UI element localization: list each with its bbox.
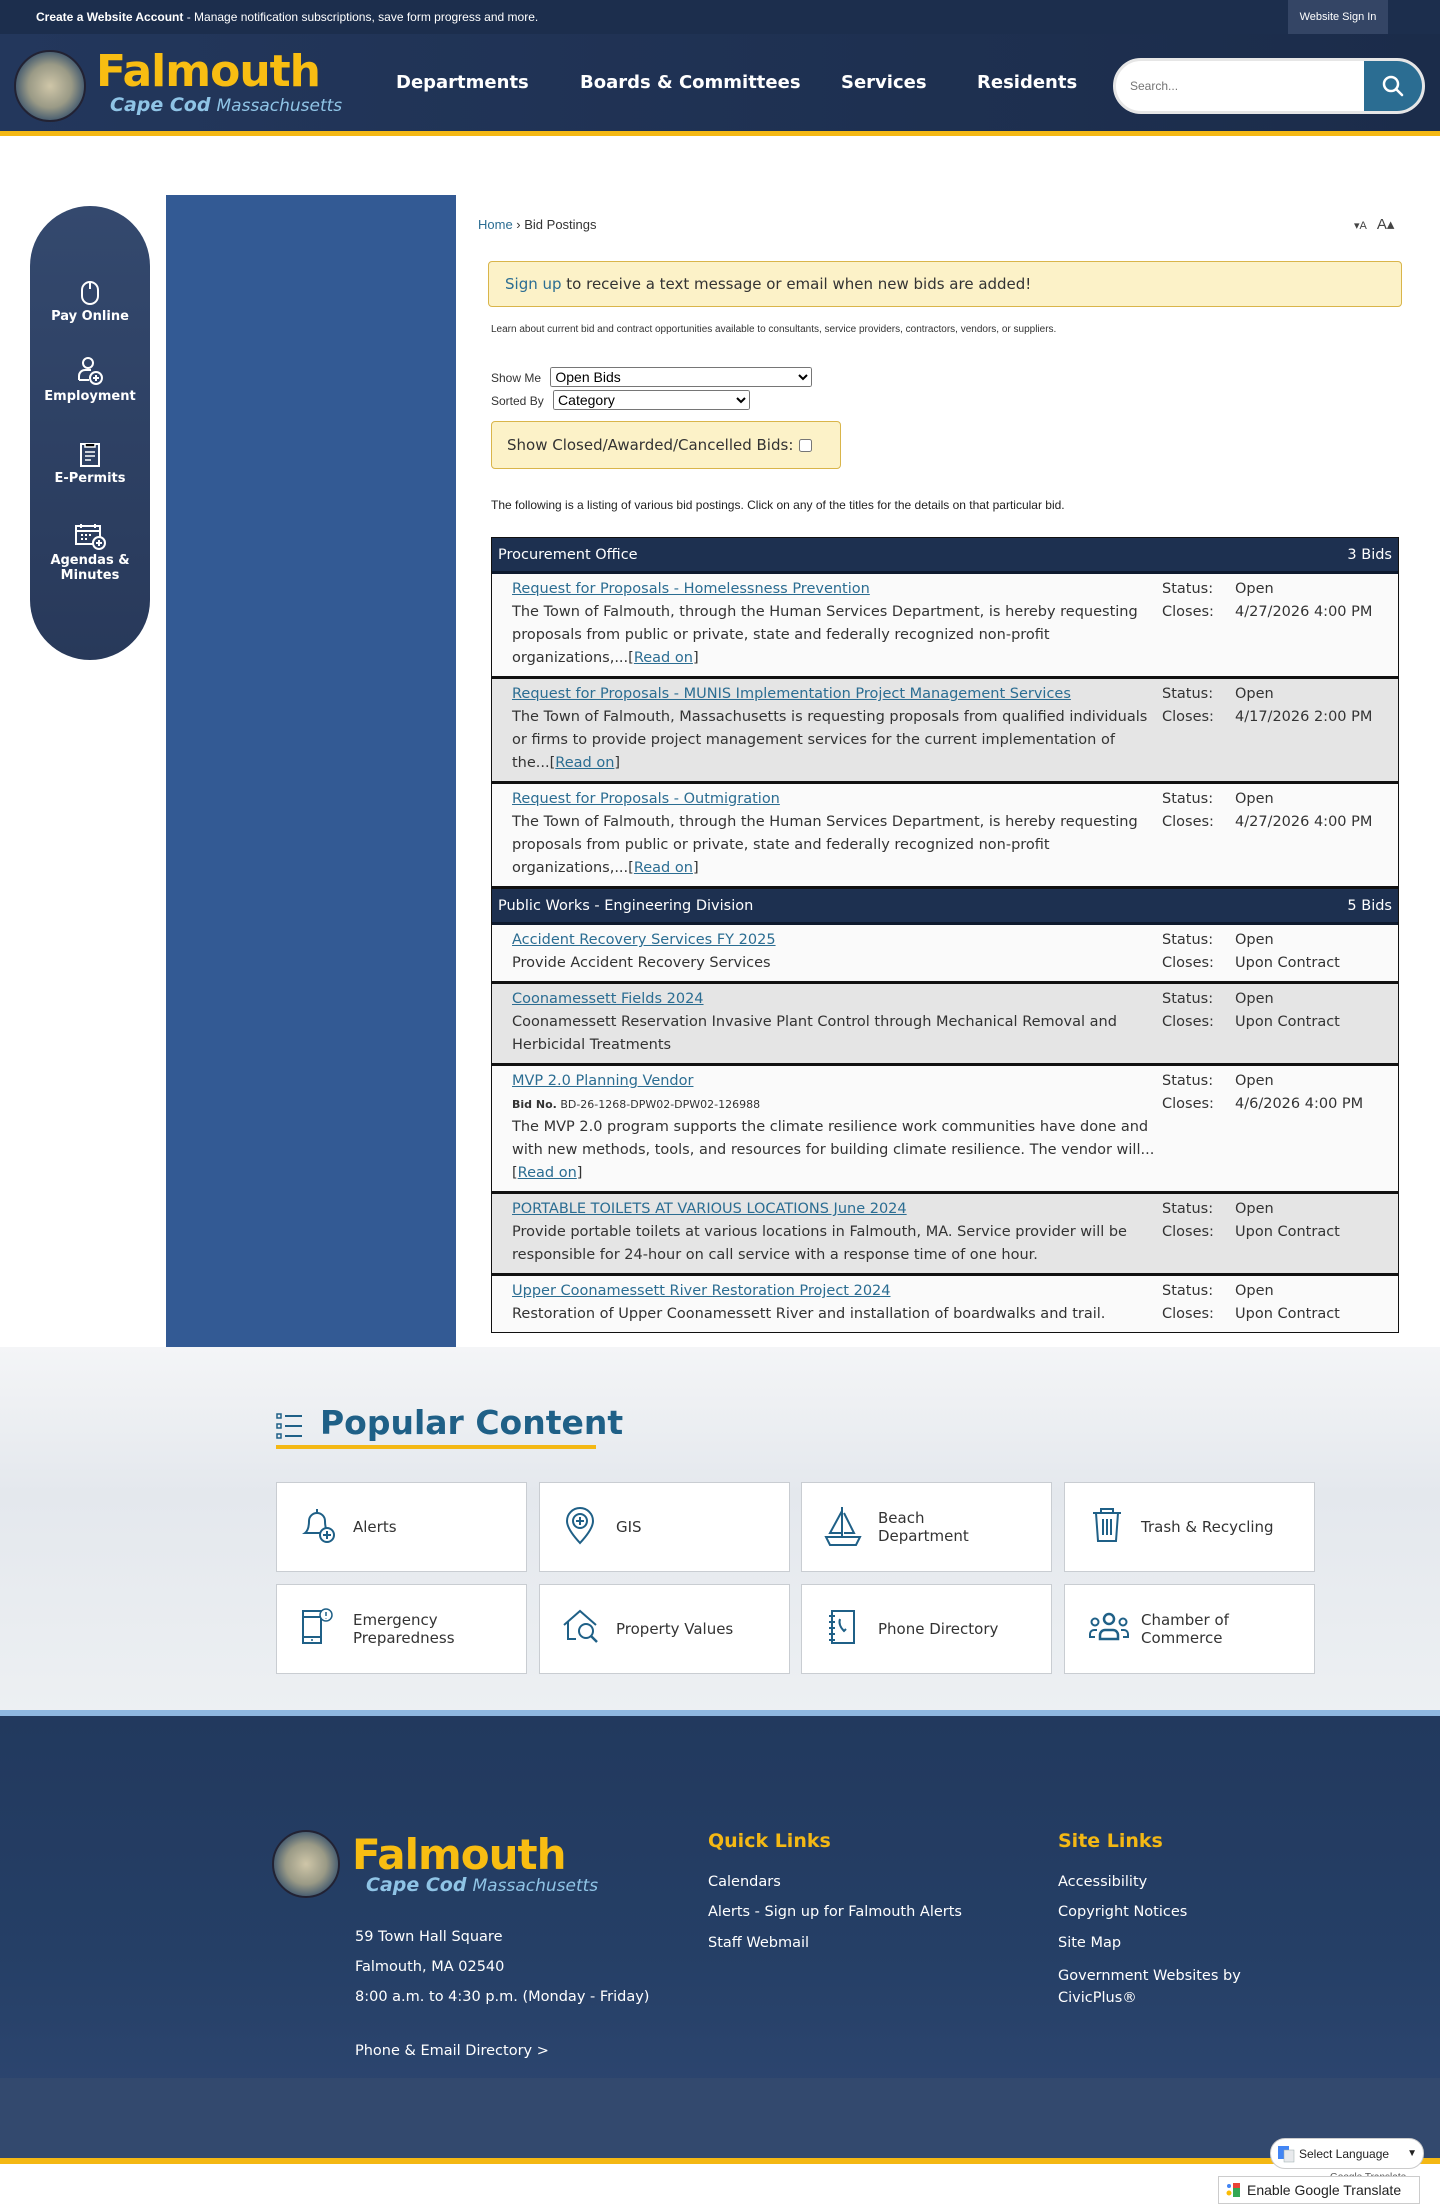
bid-meta xyxy=(1162,1070,1363,1116)
site-link-civicplus[interactable] xyxy=(1058,1965,1241,2009)
enable-google-translate-label: Enable Google Translate xyxy=(1247,2182,1402,2198)
mouse-icon xyxy=(79,280,101,306)
show-closed-label: Show Closed/Awarded/Cancelled Bids: xyxy=(507,436,794,454)
sidebar-item-label: Minutes xyxy=(60,568,120,583)
sidebar-item-label: Agendas & xyxy=(50,553,130,568)
select-language-dropdown[interactable] xyxy=(1270,2138,1424,2169)
google-translate-logo-icon xyxy=(1225,2182,1241,2198)
website-sign-in-button[interactable]: Website Sign In xyxy=(1288,0,1388,34)
sidebar-item-label: Employment xyxy=(44,389,136,404)
quick-link-staff-webmail[interactable]: Staff Webmail xyxy=(708,1935,810,1951)
side-blue-panel xyxy=(166,195,456,1347)
tile-label: GIS xyxy=(616,1518,642,1536)
tile-label: Emergency Preparedness xyxy=(353,1611,455,1647)
tile-trash-recycling[interactable] xyxy=(1064,1482,1315,1572)
tile-gis[interactable] xyxy=(539,1482,790,1572)
header-gold-stripe xyxy=(0,131,1440,136)
sidebar-item-agendas-minutes[interactable] xyxy=(30,522,150,583)
tile-alerts[interactable] xyxy=(276,1482,527,1572)
bid-description: Provide Accident Recovery Services xyxy=(512,955,771,971)
bid-title-link[interactable]: Coonamessett Fields 2024 xyxy=(512,991,704,1007)
status-label: Status: xyxy=(1162,991,1214,1007)
bid-closes: Upon Contract xyxy=(1235,1224,1340,1240)
bid-title-link[interactable]: Request for Proposals - Outmigration xyxy=(512,791,780,807)
bid-description: The MVP 2.0 program supports the climate resilience work communities have done and with new methods, tools, and resources for building climate resilience. The vendor will... xyxy=(512,1119,1155,1158)
read-on-link[interactable]: Read on xyxy=(633,650,693,666)
sidebar-item-label: Pay Online xyxy=(51,309,129,324)
bid-listing-table xyxy=(491,537,1399,1333)
bid-closes: 4/27/2026 4:00 PM xyxy=(1235,814,1373,830)
bid-row xyxy=(492,925,1398,984)
status-label: Status: xyxy=(1162,1283,1214,1299)
category-name: Procurement Office xyxy=(498,547,638,563)
bid-status: Open xyxy=(1235,1283,1274,1299)
search-button[interactable] xyxy=(1364,61,1422,111)
sailboat-icon xyxy=(824,1505,864,1549)
bid-meta xyxy=(1162,683,1372,729)
site-links-title: Site Links xyxy=(1058,1830,1163,1852)
sorted-by-select[interactable] xyxy=(553,390,750,410)
bid-closes: 4/27/2026 4:00 PM xyxy=(1235,604,1373,620)
status-label: Status: xyxy=(1162,791,1214,807)
town-seal-logo[interactable] xyxy=(14,50,86,122)
category-count: 3 Bids xyxy=(1347,547,1392,563)
tile-emergency-preparedness[interactable] xyxy=(276,1584,527,1674)
site-link-site-map[interactable]: Site Map xyxy=(1058,1935,1122,1951)
logo-subtitle xyxy=(110,94,342,116)
sidebar-item-label: E-Permits xyxy=(54,471,126,486)
site-header xyxy=(0,34,1440,136)
trash-icon xyxy=(1087,1505,1127,1545)
logo-subtitle-state: Massachusetts xyxy=(472,1876,599,1896)
bid-description: The Town of Falmouth, Massachusetts is requesting proposals from qualified individuals or firms to provide project management services for the current implementation of the... xyxy=(512,709,1148,771)
read-on-link[interactable]: Read on xyxy=(555,755,615,771)
footer-gold-stripe xyxy=(0,2158,1440,2164)
category-name: Public Works - Engineering Division xyxy=(498,898,754,914)
nav-residents[interactable]: Residents xyxy=(977,72,1078,93)
search-icon xyxy=(1381,74,1405,98)
quick-link-alerts[interactable]: Alerts - Sign up for Falmouth Alerts xyxy=(708,1904,962,1920)
show-me-row xyxy=(491,367,812,387)
category-count: 5 Bids xyxy=(1347,898,1392,914)
footer-logo-subtitle xyxy=(366,1874,598,1896)
footer-logo-title: Falmouth xyxy=(352,1830,566,1879)
create-account-link[interactable]: Create a Website Account xyxy=(36,10,184,24)
closes-label: Closes: xyxy=(1162,1224,1214,1240)
bid-meta xyxy=(1162,578,1372,624)
bid-status: Open xyxy=(1235,1201,1274,1217)
footer-address-line2: Falmouth, MA 02540 xyxy=(355,1959,505,1975)
bid-status: Open xyxy=(1235,1073,1274,1089)
bid-meta xyxy=(1162,988,1340,1034)
breadcrumb-separator: › xyxy=(512,217,525,232)
civicplus-line1: Government Websites by xyxy=(1058,1968,1241,1984)
bid-number-label: Bid No. xyxy=(512,1098,557,1111)
person-add-icon xyxy=(76,356,104,386)
bid-title-link[interactable]: Accident Recovery Services FY 2025 xyxy=(512,932,776,948)
tile-property-values[interactable] xyxy=(539,1584,790,1674)
bid-closes: Upon Contract xyxy=(1235,955,1340,971)
status-label: Status: xyxy=(1162,1073,1214,1089)
site-link-accessibility[interactable]: Accessibility xyxy=(1058,1874,1148,1890)
tile-label: Property Values xyxy=(616,1620,734,1638)
show-closed-box xyxy=(491,421,841,469)
bid-meta xyxy=(1162,1280,1340,1326)
popular-content-title: Popular Content xyxy=(320,1403,624,1442)
footer-bottom-band xyxy=(0,2078,1440,2160)
calendar-add-icon xyxy=(74,522,106,550)
logo-subtitle-bold: Cape Cod xyxy=(110,94,211,116)
chevron-down-icon: ▼ xyxy=(1407,2148,1417,2159)
footer-directory-link[interactable]: Phone & Email Directory > xyxy=(355,2043,549,2059)
listing-instructions: The following is a listing of various bid postings. Click on any of the titles for the details on that particular bid. xyxy=(491,498,1065,512)
signup-link[interactable]: Sign up xyxy=(505,275,562,293)
sidebar-item-e-permits[interactable] xyxy=(30,442,150,486)
quick-actions-sidebar xyxy=(30,206,150,660)
search-input[interactable] xyxy=(1130,73,1350,99)
category-header xyxy=(492,889,1398,925)
nav-boards-committees[interactable]: Boards & Committees xyxy=(580,72,801,93)
bid-status: Open xyxy=(1235,991,1274,1007)
bid-status: Open xyxy=(1235,791,1274,807)
bid-row: MVP 2.0 Planning Vendor Bid No. BD-26-1268-DPW02-DPW02-126988 The MVP 2.0 program supports the climate resilience work communities have done and with new methods, tools, and resources for building climate resilience. The vendor will...[Read on] Status: Open Closes: 4/6/2026 4:00 PM xyxy=(492,1066,1398,1194)
bid-description: Coonamessett Reservation Invasive Plant Control through Mechanical Removal and Herbicidal Treatments xyxy=(512,1014,1117,1053)
increase-text-button[interactable]: A▴ xyxy=(1376,216,1395,233)
footer-address-line1: 59 Town Hall Square xyxy=(355,1929,503,1945)
phone-alert-icon xyxy=(299,1607,339,1647)
bid-row: Request for Proposals - Homelessness Prevention The Town of Falmouth, through the Human Services Department, is hereby requesting proposals from public or private, state and federally recognized non-profit organizations,...[Read on] Status: Open Closes: 4/27/2026 4:00 PM xyxy=(492,574,1398,679)
sidebar-item-pay-online[interactable] xyxy=(30,280,150,324)
bid-closes: Upon Contract xyxy=(1235,1014,1340,1030)
status-label: Status: xyxy=(1162,932,1214,948)
bid-meta xyxy=(1162,929,1340,975)
read-on-link[interactable]: Read on xyxy=(633,860,693,876)
tile-label: Chamber of Commerce xyxy=(1141,1611,1229,1647)
bid-status: Open xyxy=(1235,932,1274,948)
main-content xyxy=(456,195,1426,1347)
tile-label: Alerts xyxy=(353,1518,397,1536)
phone-book-icon xyxy=(824,1607,864,1647)
bid-meta xyxy=(1162,1198,1340,1244)
show-me-label: Show Me xyxy=(491,371,542,385)
bid-status: Open xyxy=(1235,686,1274,702)
select-language-label: Select Language xyxy=(1299,2146,1390,2161)
sorted-by-row xyxy=(491,390,750,410)
account-message xyxy=(36,10,538,24)
bid-row xyxy=(492,984,1398,1066)
tile-label: Trash & Recycling xyxy=(1141,1518,1274,1536)
breadcrumb-current: Bid Postings xyxy=(524,217,597,232)
bid-description: Restoration of Upper Coonamessett River and installation of boardwalks and trail. xyxy=(512,1306,1106,1322)
bid-description: Provide portable toilets at various locations in Falmouth, MA. Service provider will be responsible for 24-hour on call service with a response time of one hour. xyxy=(512,1224,1127,1263)
closes-label: Closes: xyxy=(1162,1014,1214,1030)
tile-beach-department[interactable] xyxy=(801,1482,1052,1572)
quick-link-calendars[interactable]: Calendars xyxy=(708,1874,781,1890)
breadcrumb xyxy=(478,217,597,232)
bell-add-icon xyxy=(299,1505,339,1545)
signup-alert-box xyxy=(488,261,1402,307)
logo-subtitle-state: Massachusetts xyxy=(216,96,343,116)
bid-title-link[interactable]: Request for Proposals - MUNIS Implementation Project Management Services xyxy=(512,686,1071,702)
top-utility-bar xyxy=(0,0,1440,34)
civicplus-line2: CivicPlus® xyxy=(1058,1990,1137,2006)
site-link-copyright[interactable]: Copyright Notices xyxy=(1058,1904,1188,1920)
bid-row xyxy=(492,1194,1398,1276)
search-box xyxy=(1113,58,1425,114)
group-icon xyxy=(1087,1607,1131,1647)
logo-subtitle-bold: Cape Cod xyxy=(366,1874,467,1896)
show-closed-checkbox[interactable] xyxy=(799,439,812,452)
signup-alert-text: to receive a text message or email when new bids are added! xyxy=(561,275,1032,293)
footer-hours: 8:00 a.m. to 4:30 p.m. (Monday - Friday) xyxy=(355,1989,650,2005)
sidebar-item-employment[interactable] xyxy=(30,356,150,404)
bid-closes: 4/6/2026 4:00 PM xyxy=(1235,1096,1364,1112)
intro-text: Learn about current bid and contract opportunities available to consultants, service providers, contractors, vendors, or suppliers. xyxy=(491,324,1057,335)
bid-closes: 4/17/2026 2:00 PM xyxy=(1235,709,1373,725)
house-search-icon xyxy=(562,1607,604,1647)
google-translate-icon xyxy=(1277,2145,1295,2163)
tile-label: Phone Directory xyxy=(878,1620,999,1638)
bid-title-link[interactable]: PORTABLE TOILETS AT VARIOUS LOCATIONS June 2024 xyxy=(512,1201,907,1217)
bid-row: Request for Proposals - Outmigration The Town of Falmouth, through the Human Services Department, is hereby requesting proposals from public or private, state and federally recognized non-profit organizations,...[Read on] Status: Open Closes: 4/27/2026 4:00 PM xyxy=(492,784,1398,889)
bid-row: Request for Proposals - MUNIS Implementation Project Management Services The Town of Falmouth, Massachusetts is requesting proposals from qualified individuals or firms to provide project management services for the current implementation of the...[Read on] Status: Open Closes: 4/17/2026 2:00 PM xyxy=(492,679,1398,784)
popular-title-underline xyxy=(276,1445,596,1449)
category-header xyxy=(492,538,1398,574)
bid-title-link[interactable]: Upper Coonamessett River Restoration Project 2024 xyxy=(512,1283,891,1299)
bid-description: The Town of Falmouth, through the Human Services Department, is hereby requesting proposals from public or private, state and federally recognized non-profit organizations,... xyxy=(512,604,1138,666)
bid-number-value: BD-26-1268-DPW02-DPW02-126988 xyxy=(560,1098,761,1111)
read-on-link[interactable]: Read on xyxy=(517,1165,577,1181)
logo-title[interactable]: Falmouth xyxy=(96,46,321,97)
bid-number xyxy=(512,1098,760,1111)
map-pin-icon xyxy=(562,1505,602,1545)
closes-label: Closes: xyxy=(1162,1306,1214,1322)
closes-label: Closes: xyxy=(1162,814,1214,830)
tile-phone-directory[interactable] xyxy=(801,1584,1052,1674)
footer-town-seal xyxy=(272,1830,340,1898)
breadcrumb-home[interactable]: Home xyxy=(478,217,513,232)
decrease-text-button[interactable]: ▾A xyxy=(1354,220,1367,232)
bid-title-link[interactable]: Request for Proposals - Homelessness Prevention xyxy=(512,581,870,597)
show-me-select[interactable] xyxy=(550,367,812,387)
bid-title-link[interactable]: MVP 2.0 Planning Vendor xyxy=(512,1073,694,1089)
closes-label: Closes: xyxy=(1162,955,1214,971)
status-label: Status: xyxy=(1162,686,1214,702)
list-icon xyxy=(276,1412,304,1440)
bid-row xyxy=(492,1276,1398,1332)
closes-label: Closes: xyxy=(1162,604,1214,620)
tile-chamber-of-commerce[interactable] xyxy=(1064,1584,1315,1674)
sorted-by-label: Sorted By xyxy=(491,394,544,408)
nav-departments[interactable]: Departments xyxy=(396,72,529,93)
bid-status: Open xyxy=(1235,581,1274,597)
quick-links-title: Quick Links xyxy=(708,1830,831,1852)
status-label: Status: xyxy=(1162,581,1214,597)
text-resize-controls xyxy=(1354,215,1394,233)
nav-services[interactable]: Services xyxy=(841,72,927,93)
enable-google-translate-button[interactable] xyxy=(1218,2176,1420,2204)
account-description: - Manage notification subscriptions, save form progress and more. xyxy=(183,10,539,24)
status-label: Status: xyxy=(1162,1201,1214,1217)
bid-meta xyxy=(1162,788,1372,834)
bid-description: The Town of Falmouth, through the Human Services Department, is hereby requesting proposals from public or private, state and federally recognized non-profit organizations,... xyxy=(512,814,1138,876)
closes-label: Closes: xyxy=(1162,709,1214,725)
closes-label: Closes: xyxy=(1162,1096,1214,1112)
clipboard-icon xyxy=(79,442,101,468)
bid-closes: Upon Contract xyxy=(1235,1306,1340,1322)
tile-label: Beach Department xyxy=(878,1509,969,1545)
